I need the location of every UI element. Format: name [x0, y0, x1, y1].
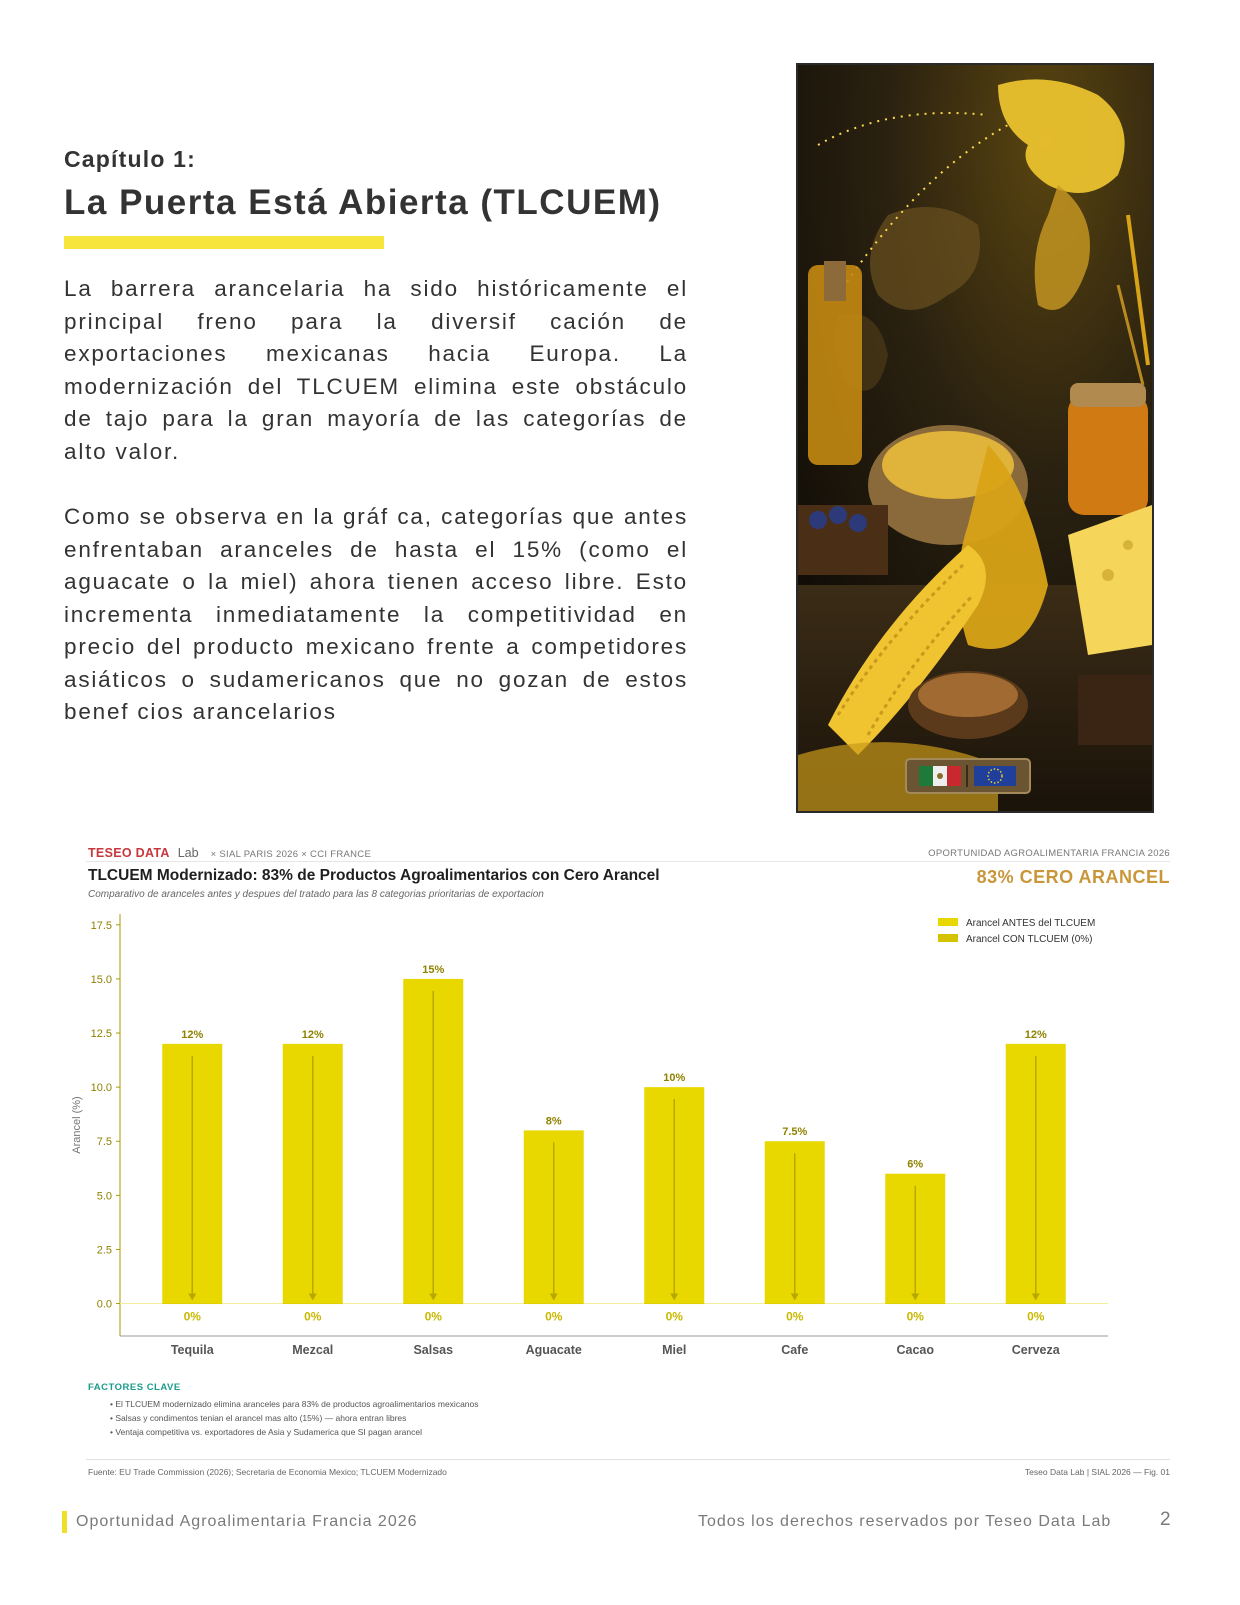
source-divider	[86, 1459, 1170, 1460]
chart-card	[71, 838, 1170, 1510]
bar-after	[162, 1304, 222, 1305]
bar-after-label: 0%	[1027, 1309, 1045, 1324]
bar-value-label: 12%	[181, 1028, 204, 1041]
factors-list	[110, 1397, 479, 1439]
legend-swatch	[938, 934, 958, 942]
bar-after	[1006, 1304, 1066, 1305]
bar-after	[283, 1304, 343, 1305]
factor-item: • El TLCUEM modernizado elimina aranceles para 83% de productos agroalimentarios mexicanos	[110, 1399, 479, 1409]
cover-photo	[796, 63, 1154, 813]
legend-label: Arancel CON TLCUEM (0%)	[966, 934, 1093, 945]
bar-value-label: 12%	[1024, 1028, 1047, 1041]
brand	[88, 846, 371, 860]
chart-header-right: OPORTUNIDAD AGROALIMENTARIA FRANCIA 2026	[928, 848, 1170, 859]
bar-after-label: 0%	[183, 1309, 201, 1324]
y-tick-label: 10.0	[90, 1082, 112, 1095]
y-tick-label: 15.0	[90, 973, 112, 986]
body-paragraph: Como se observa en la gráf ca, categorías que antes enfrentaban aranceles de hasta el 15% (como el aguacate o la miel) ahora tienen acceso libre. Esto incrementa inmediatamente la competitividad en precio del producto mexicano frente a competidores asiáticos o sudamericanos que no gozan de estos benef cios arancelarios	[64, 504, 688, 724]
footer-right: Todos los derechos reservados por Teseo Data Lab	[698, 1513, 1112, 1530]
brand-lab: Lab	[177, 846, 199, 860]
y-tick-label: 5.0	[96, 1190, 112, 1203]
brand-name: TESEO DATA	[88, 846, 170, 860]
y-tick-label: 0.0	[96, 1298, 112, 1311]
bar-value-label: 6%	[907, 1158, 924, 1171]
x-tick-label: Mezcal	[292, 1343, 334, 1357]
bar-value-label: 15%	[422, 963, 445, 976]
bar-after-label: 0%	[424, 1309, 442, 1324]
footer-accent	[62, 1511, 67, 1533]
factor-item: • Ventaja competitiva vs. exportadores de Asia y Sudamerica que SI pagan arancel	[110, 1427, 422, 1437]
x-tick-label: Cerveza	[1011, 1343, 1060, 1357]
bar-after	[403, 1304, 463, 1305]
y-tick-label: 17.5	[90, 919, 112, 932]
y-axis-label: Arancel (%)	[71, 1096, 83, 1154]
mexico-flag-icon	[919, 766, 961, 786]
y-tick-label: 2.5	[96, 1244, 112, 1257]
legend-label: Arancel ANTES del TLCUEM	[966, 918, 1096, 929]
bar-value-label: 10%	[663, 1072, 686, 1085]
bar-after	[765, 1304, 825, 1305]
x-tick-label: Cacao	[896, 1343, 935, 1357]
chart-title: TLCUEM Modernizado: 83% de Productos Agroalimentarios con Cero Arancel	[88, 867, 660, 884]
bar-after-label: 0%	[545, 1309, 563, 1324]
page-number: 2	[1160, 1509, 1171, 1530]
factors-title: FACTORES CLAVE	[88, 1382, 181, 1393]
eu-flag-icon	[974, 766, 1016, 786]
chapter-title: La Puerta Está Abierta (TLCUEM)	[64, 183, 662, 222]
x-tick-label: Cafe	[781, 1343, 809, 1357]
x-tick-label: Aguacate	[525, 1343, 582, 1357]
body-paragraph: La barrera arancelaria ha sido históricamente el principal freno para la diversif cación de exportaciones mexicanas hacia Europa. La modernización del TLCUEM elimina este obstáculo de tajo para la gran mayoría de las categorías de alto valor.	[64, 276, 688, 464]
legend-swatch	[938, 918, 958, 926]
footer-left: Oportunidad Agroalimentaria Francia 2026	[76, 1513, 418, 1530]
source-note: Fuente: EU Trade Commission (2026); Secretaria de Economia Mexico; TLCUEM Modernizado	[88, 1467, 447, 1477]
bar-after	[885, 1304, 945, 1305]
bar-after-label: 0%	[304, 1309, 322, 1324]
bar-after-label: 0%	[906, 1309, 924, 1324]
brand-partners: × SIAL PARIS 2026 × CCI FRANCE	[210, 849, 372, 860]
y-tick-label: 7.5	[96, 1136, 112, 1149]
x-tick-label: Miel	[662, 1343, 687, 1357]
factor-item: • Salsas y condimentos tenian el arancel mas alto (15%) — ahora entran libres	[110, 1413, 407, 1423]
tariff-bar-chart	[64, 908, 1144, 1373]
food-illustration	[798, 65, 1152, 811]
bar-value-label: 12%	[301, 1028, 324, 1041]
bar-value-label: 8%	[545, 1115, 562, 1128]
bar-after	[644, 1304, 704, 1305]
header-divider	[86, 861, 1170, 862]
chapter-label: Capítulo 1:	[64, 146, 197, 172]
bar-value-label: 7.5%	[782, 1126, 808, 1139]
y-tick-label: 12.5	[90, 1028, 112, 1041]
chart-subtitle: Comparativo de aranceles antes y despues del tratado para las 8 categorias prioritarias de exportacion	[88, 889, 544, 900]
bar-after-label: 0%	[786, 1309, 804, 1324]
flags-plaque	[906, 759, 1030, 793]
figure-label: Teseo Data Lab | SIAL 2026 — Fig. 01	[1024, 1467, 1170, 1477]
title-underline	[64, 236, 384, 249]
kpi-badge: 83% CERO ARANCEL	[976, 867, 1170, 887]
x-tick-label: Tequila	[170, 1343, 214, 1357]
bar-after	[524, 1304, 584, 1305]
bar-after-label: 0%	[665, 1309, 683, 1324]
x-tick-label: Salsas	[413, 1343, 454, 1357]
